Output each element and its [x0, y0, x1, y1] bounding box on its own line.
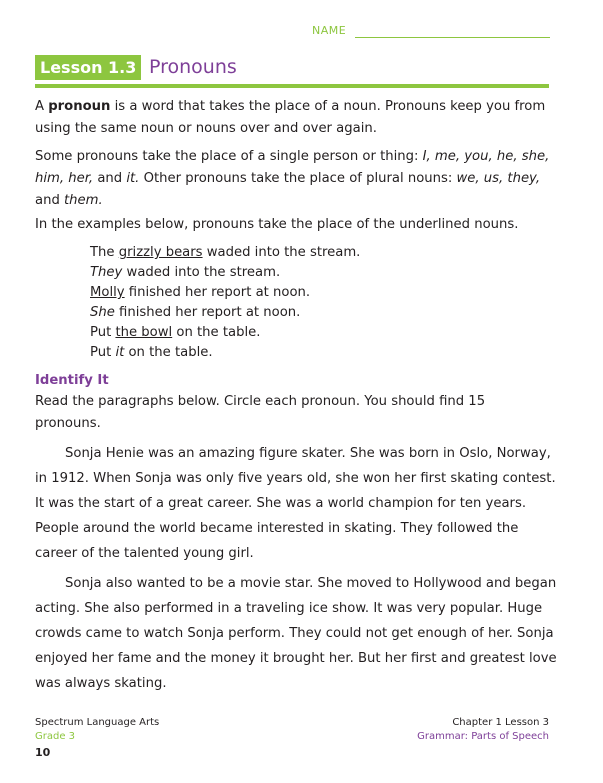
example-line-6: Put it on the table. [90, 345, 213, 360]
intro-paragraph-2: Some pronouns take the place of a single person or thing: I, me, you, he, she, him, her, and it. Other pronouns take the place of plural nouns: we, us, they, and them. [35, 149, 550, 208]
name-write-line [355, 37, 550, 38]
reading-paragraph-2: Sonja also wanted to be a movie star. She moved to Hollywood and began acting. She also performed in a traveling ice show. It was very popular. Huge crowds came to watch Sonja perform. They could not get enough of her. Sonja enjoyed her fame and the money it brought her. But her first and greatest love was always skating. [35, 576, 557, 691]
page-title: Pronouns [149, 56, 237, 78]
activity-instructions: Read the paragraphs below. Circle each pronoun. You should find 15 pronouns. [35, 394, 486, 431]
intro-paragraph-1: A pronoun is a word that takes the place of a noun. Pronouns keep you from using the same noun or nouns over and over again. [35, 99, 546, 136]
footer-book-title: Spectrum Language Arts [35, 717, 160, 728]
example-line-2: They waded into the stream. [90, 265, 281, 280]
lesson-badge: Lesson 1.3 [35, 55, 141, 80]
footer-chapter: Chapter 1 Lesson 3 [452, 717, 549, 728]
example-line-3: Molly finished her report at noon. [90, 285, 311, 300]
example-line-4: She finished her report at noon. [90, 305, 301, 320]
page-number: 10 [35, 746, 51, 759]
activity-heading: Identify It [35, 373, 109, 388]
term-pronoun: pronoun [48, 99, 111, 114]
reading-paragraph-1: Sonja Henie was an amazing figure skater. She was born in Oslo, Norway, in 1912. When Sonja was only five years old, she won her first skating contest. It was the start of a great career. She was a world champion for ten years. People around the world became interested in skating. They followed the career of the talented young girl. [35, 446, 556, 561]
example-line-1: The grizzly bears waded into the stream. [90, 245, 361, 260]
title-divider [35, 84, 549, 88]
intro-paragraph-3: In the examples below, pronouns take the place of the underlined nouns. [35, 217, 519, 232]
footer-grade: Grade 3 [35, 731, 76, 742]
footer-topic: Grammar: Parts of Speech [417, 731, 549, 742]
name-label: NAME [312, 24, 347, 37]
example-line-5: Put the bowl on the table. [90, 325, 261, 340]
